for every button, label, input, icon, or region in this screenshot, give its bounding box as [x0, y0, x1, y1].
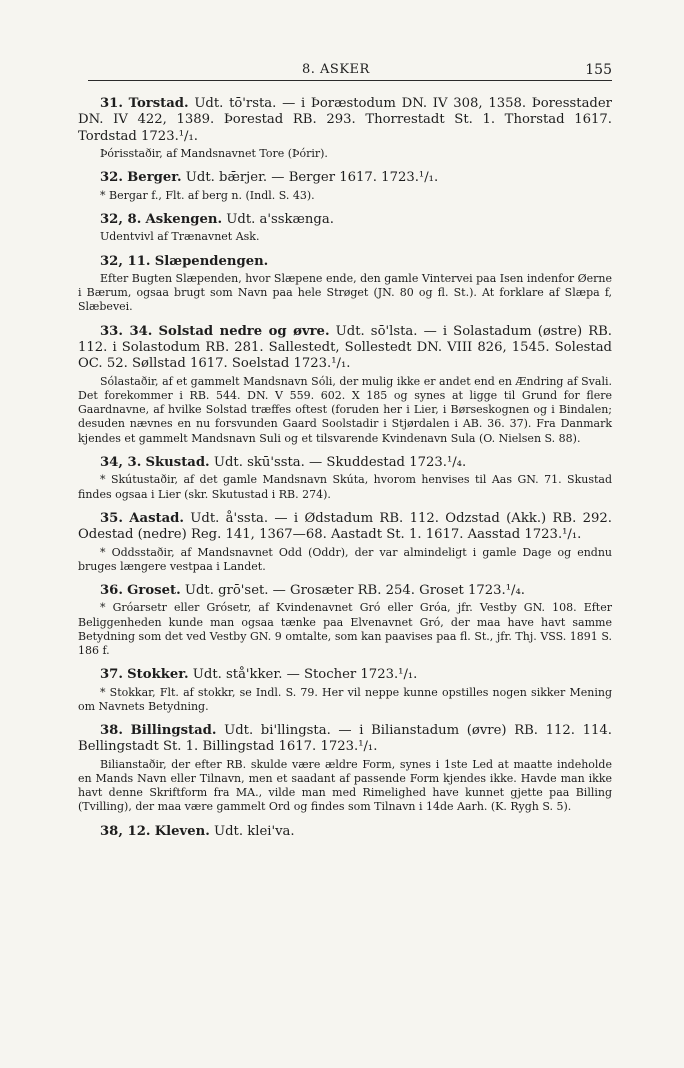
entry-note: * Stokkar, Flt. af stokkr, se Indl. S. 79. Her vil neppe kunne opstilles nogen sikker Mening om Navnets Betydning.: [78, 685, 612, 713]
entry-heading: Berger.: [127, 170, 182, 186]
entry-text: Udt. grō'set. — Grosæter RB. 254. Groset 1723.¹/₄.: [184, 582, 525, 598]
entry-heading: Billingstad.: [130, 722, 217, 738]
entry-heading: Skustad.: [145, 454, 210, 470]
entry-text: Udt. klei'va.: [214, 823, 295, 839]
entry-text: Udt. sō'lsta. — i Solastadum (østre) RB. 112. i Solastodum RB. 281. Sallestedt, Sollestedt DN. VIII 826, 1545. Solestad OC. 52. Søllstad 1617. Soelstad 1723.¹/₁.: [78, 323, 613, 372]
entry-heading: Kleven.: [154, 823, 210, 839]
entry-text: Udt. skū'ssta. — Skuddestad 1723.¹/₄.: [213, 454, 467, 470]
entry-heading: Solstad nedre og øvre.: [158, 323, 330, 339]
entry-38: [78, 723, 612, 815]
page-number: 155: [585, 62, 612, 78]
entry-note: Þórisstaðir, af Mandsnavnet Tore (Þórir).: [100, 147, 328, 161]
entry-32-11: [78, 254, 612, 315]
entry-32: [78, 170, 612, 203]
entry-number: 36.: [100, 582, 123, 598]
entry-note: * Skútustaðir, af det gamle Mandsnavn Skúta, hvorom henvises til Aas GN. 71. Skustad findes ogsaa i Lier (skr. Skutustad i RB. 274).: [78, 473, 612, 501]
entry-33-34: [78, 324, 612, 446]
entry-37: [78, 667, 612, 714]
entry-text: Udt. bǣrjer. — Berger 1617. 1723.¹/₁.: [185, 170, 439, 186]
entry-38-12: [78, 824, 612, 840]
entry-31: [78, 96, 612, 161]
entry-number: 38.: [100, 722, 123, 738]
entry-note: * Gróarsetr eller Grósetr, af Kvindenavnet Gró eller Gróa, jfr. Vestby GN. 108. Efter Beliggenheden kunde man ogsaa tænke paa Elvenavnet Gró, der maa have havt samme Betydning som det ved Vestby GN. 9 omtalte, som kan paavises paa fl. St., jfr. Thj. VSS. 1891 S. 186 f.: [78, 601, 612, 657]
entry-35: [78, 511, 612, 574]
entry-note: * Oddsstaðir, af Mandsnavnet Odd (Oddr), der var almindeligt i gamle Dage og endnu bruges længere vestpaa i Landet.: [78, 545, 612, 573]
entry-32-8: [78, 212, 612, 245]
entry-number: 37.: [100, 667, 123, 683]
entry-number: 32, 8.: [100, 212, 142, 228]
entry-text: Udt. stå'kker. — Stocher 1723.¹/₁.: [192, 667, 418, 683]
entry-36: [78, 583, 612, 658]
entries-body: [78, 96, 612, 849]
entry-main: [78, 667, 612, 683]
entry-text: Udt. tō'rsta. — i Þoræstodum DN. IV 308, 1358. Þoresstader DN. IV 422, 1389. Þorestad RB. 293. Thorrestadt St. 1. Thorstad 1617. Tordstad 1723.¹/₁.: [78, 96, 612, 144]
entry-main: [78, 254, 612, 270]
entry-number: 32.: [100, 170, 123, 186]
running-header: [88, 58, 612, 82]
entry-text: Udt. bi'llingsta. — i Bilianstadum (øvre) RB. 112. 114. Bellingstadt St. 1. Billingstad 1617. 1723.¹/₁.: [78, 722, 612, 755]
entry-main: [78, 324, 612, 373]
entry-text: Udt. å'ssta. — i Ødstadum RB. 112. Odzstad (Akk.) RB. 292. Odestad (nedre) Reg. 141, 1367—68. Aastadt St. 1. 1617. Aasstad 1723.¹/₁.: [78, 510, 612, 543]
entry-note: Bilianstaðir, der efter RB. skulde være ældre Form, synes i 1ste Led at maatte indeholde en Mands Navn eller Tilnavn, men et saadant af passende Form kjendes ikke. Havde man ikke havt denne Skriftform fra MA., vilde man med Rimelighed have kunnet gjette paa Billing (Tvilling), der maa være gammelt Ord og findes som Tilnavn i 14de Aarh. (K. Rygh S. 5).: [78, 757, 612, 814]
entry-heading: Stokker.: [127, 667, 189, 683]
entry-main: [78, 170, 612, 186]
entry-main: [78, 455, 612, 471]
entry-main: [78, 96, 612, 145]
entry-number: 31.: [100, 96, 123, 111]
entry-heading: Slæpendengen.: [154, 253, 269, 269]
entry-number: 34, 3.: [100, 454, 142, 470]
entry-note: * Bergar f., Flt. af berg n. (Indl. S. 43).: [100, 188, 315, 202]
entry-main: [78, 723, 612, 756]
entry-main: [78, 212, 612, 228]
entry-note: Udentvivl af Trænavnet Ask.: [100, 230, 260, 244]
entry-note: Sólastaðir, af et gammelt Mandsnavn Sóli, der mulig ikke er andet end en Ændring af Svali. Det forekommer i RB. 544. DN. V 559. 602. X 185 og synes at ligge til Grund for flere Gaardnavne, af hvilke Solstad træffes oftest (foruden her i Lier, i Børseskognen og i Bindalen; desuden nævnes en nu forsvunden Gaard Soolstadir i Stjørdalen i AB. 36. 37). Fra Danmark kjendes et gammelt Mandsnavn Suli og et tilsvarende Kvindenavn Sula (O. Nielsen S. 88).: [78, 374, 612, 445]
entry-main: [78, 511, 612, 544]
entry-number: 33. 34.: [100, 323, 153, 339]
entry-number: 35.: [100, 510, 123, 526]
entry-number: 32, 11.: [100, 253, 151, 269]
entry-34-3: [78, 455, 612, 502]
entry-heading: Askengen.: [145, 212, 223, 228]
entry-main: [78, 824, 612, 840]
header-rule: [88, 80, 612, 81]
entry-number: 38, 12.: [100, 823, 151, 839]
running-title: 8. ASKER: [302, 62, 370, 77]
entry-heading: Torstad.: [128, 96, 189, 111]
entry-heading: Groset.: [127, 582, 181, 598]
entry-main: [78, 583, 612, 599]
entry-heading: Aastad.: [129, 510, 184, 526]
entry-text: Udt. a'sskænga.: [226, 212, 334, 228]
entry-note: Efter Bugten Slæpenden, hvor Slæpene ende, den gamle Vintervei paa Isen indenfor Øerne i Bærum, ogsaa brugt som Navn paa hele Strøget (JN. 80 og fl. St.). At forklare af Slæpa f, Slæbevei.: [78, 272, 612, 314]
